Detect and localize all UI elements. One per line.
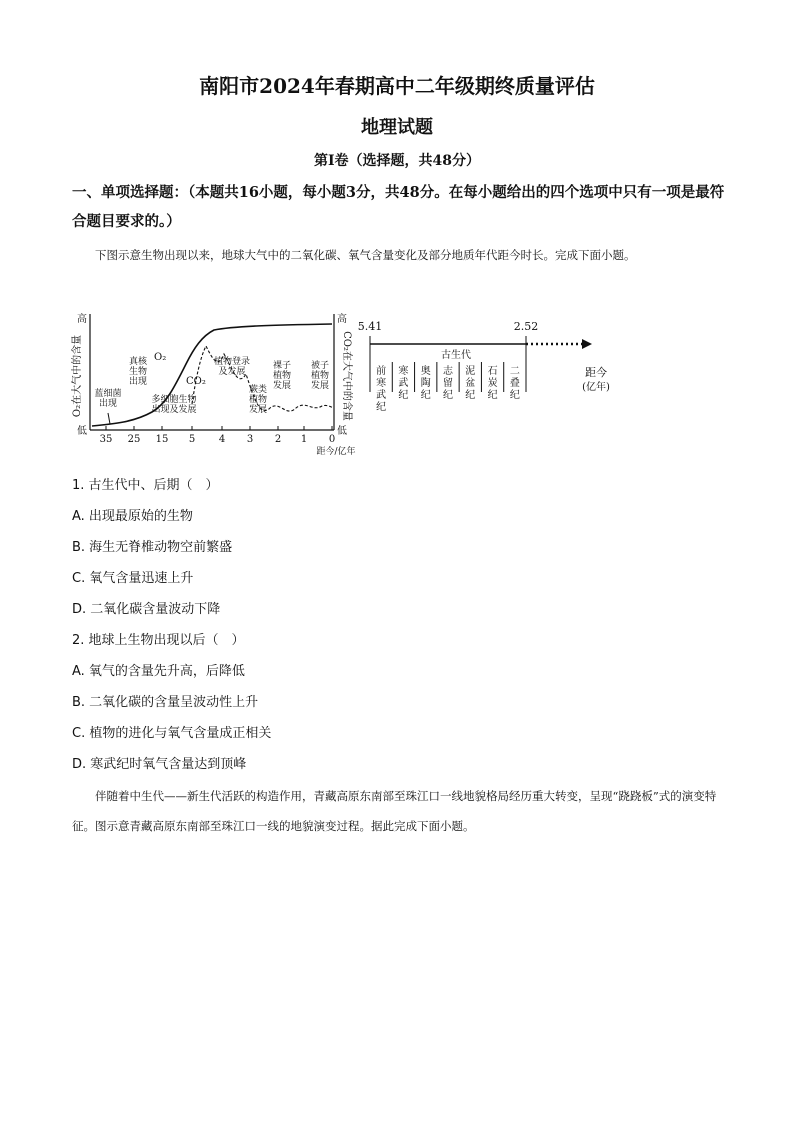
period-label-0: 武 (376, 390, 387, 401)
annotation-a7: 发展 (310, 381, 330, 391)
subject-title: 地理试题 (361, 117, 433, 138)
annotation-a1: 蓝细菌 (94, 389, 122, 399)
timeline-end: 2.52 (513, 320, 539, 333)
annotation-a6: 裸子 (272, 361, 292, 371)
annotations (94, 355, 329, 424)
q2-option-d[interactable]: D. 寒武纪时氧气含量达到顶峰 (72, 757, 247, 772)
annotation-a6: 植物 (272, 371, 292, 381)
part-title: 第Ⅰ卷（选择题，共48分） (313, 153, 481, 169)
annotation-a2: 真核 (128, 357, 148, 367)
annotation-a3: 多细胞生物 (151, 395, 197, 405)
x-tick-label: 35 (99, 434, 113, 445)
right-axis-label: CO₂在大气中的含量 (341, 331, 352, 421)
arrow-label-1: 距今 (585, 366, 607, 379)
period-label-2: 纪 (420, 390, 431, 401)
x-tick-label: 4 (218, 434, 226, 445)
period-label-3: 留 (443, 378, 453, 389)
period-label-5: 炭 (487, 378, 498, 389)
period-label-6: 叠 (509, 378, 520, 389)
x-tick-label: 15 (155, 434, 169, 445)
left-axis-label: O₂在大气中的含量 (72, 334, 83, 418)
co2-label: CO₂ (186, 376, 206, 387)
period-label-0: 纪 (376, 402, 387, 413)
annotation-a4: 植物登录 (213, 357, 251, 367)
q1-option-b[interactable]: B. 海生无脊椎动物空前繁盛 (72, 540, 233, 555)
period-label-1: 寒 (398, 366, 409, 377)
annotation-a5: 发展 (248, 405, 268, 415)
period-label-3: 志 (443, 366, 453, 377)
annotation-connector (108, 413, 110, 424)
x-tick-label: 25 (127, 434, 141, 445)
section-heading: 一、单项选择题：（本题共16小题，每小题3分，共48分。在每小题给出的四个选项中只有一项是最符合题目要求的。） (72, 184, 725, 230)
annotation-a2: 出现 (128, 377, 148, 387)
period-label-6: 纪 (509, 390, 520, 401)
period-label-0: 寒 (376, 378, 387, 389)
era-label: 古生代 (441, 350, 471, 361)
exam-title: 南阳市2024年春期高中二年级期终质量评估 (199, 74, 595, 98)
periods (376, 362, 520, 413)
annotation-a7: 被子 (310, 361, 330, 371)
annotation-a5: 蕨类 (248, 385, 268, 395)
o2-label: O₂ (154, 352, 167, 363)
timeline (358, 320, 610, 413)
timeline-start: 5.41 (357, 320, 383, 333)
q2-option-c[interactable]: C. 植物的进化与氧气含量成正相关 (72, 726, 272, 741)
arrow-label-2: (亿年) (582, 382, 610, 393)
annotation-a6: 发展 (272, 381, 292, 391)
x-tick-label: 5 (188, 434, 196, 445)
q1-option-c[interactable]: C. 氧气含量迅速上升 (72, 571, 194, 586)
annotation-a3: 出现及发展 (151, 405, 197, 415)
x-tick-label: 0 (328, 434, 336, 445)
x-axis-label: 距今/亿年 (316, 447, 356, 457)
right-axis-bottom: 低 (337, 426, 347, 437)
x-tick-label: 1 (300, 434, 308, 445)
period-label-4: 泥 (465, 366, 476, 377)
left-axis-bottom: 低 (77, 426, 87, 437)
timeline-arrowhead (582, 339, 592, 349)
period-label-2: 奥 (420, 366, 431, 377)
period-label-0: 前 (376, 366, 387, 377)
question-2-stem: 2. 地球上生物出现以后（ ） (72, 633, 245, 648)
intro-paragraph-1: 下图示意生物出现以来，地球大气中的二氧化碳、氧气含量变化及部分地质年代距今时长。完成下面小题。 (95, 248, 636, 262)
annotation-a7: 植物 (310, 371, 330, 381)
period-label-6: 二 (509, 366, 520, 377)
period-label-2: 陶 (420, 378, 431, 389)
q2-option-b[interactable]: B. 二氧化碳的含量呈波动性上升 (72, 695, 259, 710)
period-label-1: 武 (398, 378, 409, 389)
period-label-4: 纪 (465, 390, 476, 401)
q2-option-a[interactable]: A. 氧气的含量先升高，后降低 (72, 664, 245, 679)
right-axis-top: 高 (337, 314, 347, 325)
intro-paragraph-2: 伴随着中生代——新生代活跃的构造作用，青藏高原东南部至珠江口一线地貌格局经历重大转变，呈现“跷跷板”式的演变特征。图示意青藏高原东南部至珠江口一线的地貌演变过程。据此完成下面小题。 (72, 789, 717, 833)
geologic-chart-figure (74, 308, 634, 458)
q1-option-a[interactable]: A. 出现最原始的生物 (72, 509, 193, 524)
annotation-a5: 植物 (248, 395, 268, 405)
x-ticks (100, 426, 336, 445)
annotation-a1: 出现 (98, 399, 118, 409)
annotation-a4: 及发展 (218, 367, 246, 377)
x-tick-label: 3 (246, 434, 254, 445)
annotation-a2: 生物 (128, 367, 148, 377)
question-1-stem: 1. 古生代中、后期（ ） (72, 478, 219, 493)
left-axis-top: 高 (77, 314, 87, 325)
period-label-3: 纪 (443, 390, 453, 401)
period-label-4: 盆 (465, 378, 476, 389)
period-label-1: 纪 (398, 390, 409, 401)
x-tick-label: 2 (274, 434, 282, 445)
q1-option-d[interactable]: D. 二氧化碳含量波动下降 (72, 602, 221, 617)
period-label-5: 石 (487, 366, 498, 377)
period-label-5: 纪 (487, 390, 498, 401)
